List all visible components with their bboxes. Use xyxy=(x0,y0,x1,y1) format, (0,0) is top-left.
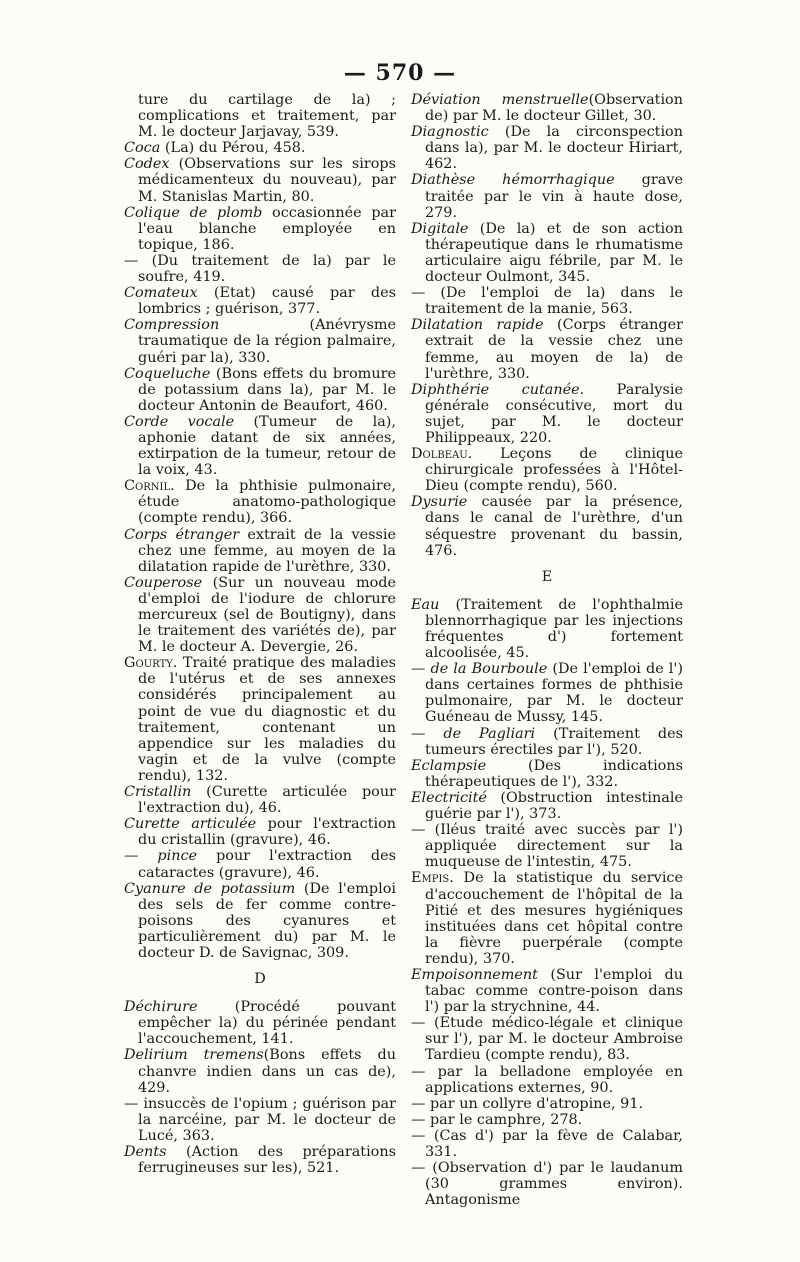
index-entry xyxy=(411,285,683,317)
entry-text: (Bons effets du bromure de potassium dans la), par M. le docteur Antonin de Beaufort, 460. xyxy=(138,365,396,414)
entry-heading: Compression xyxy=(124,317,220,334)
index-entry xyxy=(124,140,396,156)
index-entry xyxy=(411,1112,683,1128)
index-entry xyxy=(411,822,683,870)
entry-text: (De la circonspection dans la), par M. le docteur Hiriart, 462. xyxy=(425,124,683,173)
entry-heading: Cyanure de potassium xyxy=(124,880,296,897)
entry-text: — insuccès de l'opium ; guérison par la narcéine, par M. le docteur de Lucé, 363. xyxy=(124,1095,396,1144)
entry-text: — par le camphre, 278. xyxy=(411,1111,583,1128)
page-number: — 570 — xyxy=(343,60,457,86)
entry-heading: Codex xyxy=(124,156,170,173)
entry-text: (Sur un nouveau mode d'emploi de l'iodure de chlorure mercureux (sel de Boutigny), dans le traitement des variétés de), par M. le docteur A. Devergie, 26. xyxy=(138,574,396,656)
index-entry xyxy=(411,597,683,661)
entry-heading: Couperose xyxy=(124,574,203,591)
index-column-right xyxy=(411,92,683,1208)
entry-heading: Cristallin xyxy=(124,784,192,801)
index-entry xyxy=(124,881,396,961)
entry-text: (Procédé pouvant empêcher la) du périnée pendant l'accouchement, 141. xyxy=(138,999,396,1048)
entry-text: . Paralysie générale consécutive, mort du sujet, par M. le docteur Philippeaux, 220. xyxy=(425,381,683,446)
entry-text: (Bons effets du chanvre indien dans un cas de), 429. xyxy=(138,1047,396,1096)
index-entry xyxy=(124,848,396,880)
index-entry xyxy=(124,784,396,816)
entry-text: ture du cartilage de la) ; complications et traitement, par M. le docteur Jarjavay, 539. xyxy=(138,92,396,141)
entry-heading: Empoisonnement xyxy=(411,966,538,983)
index-entry xyxy=(411,967,683,1015)
index-entry xyxy=(124,253,396,285)
index-entry xyxy=(411,382,683,446)
entry-text: . Traité pratique des maladies de l'utérus et de ses annexes considérés principalement au point de vue du diagnostic et du traitement, contenant un appendice sur les maladies du vagin et de la vulve (compte rendu), 132. xyxy=(138,655,396,784)
entry-text: . Leçons de clinique chirurgicale professées à l'Hôtel-Dieu (compte rendu), 560. xyxy=(425,446,683,495)
entry-text: (Observation de) par M. le docteur Gillet, 30. xyxy=(425,92,683,125)
entry-text: (De l'emploi de l') dans certaines formes de phthisie pulmonaire, par M. le docteur Guéneau de Mussy, 145. xyxy=(425,661,683,726)
entry-heading: Dilatation rapide xyxy=(411,317,544,334)
index-entry xyxy=(411,1015,683,1063)
entry-text: (Anévrysme traumatique de la région palmaire, guéri par la), 330. xyxy=(138,317,396,366)
entry-text: (Corps étranger extrait de la vessie chez une femme, au moyen de la) de l'urèthre, 330. xyxy=(425,317,683,382)
entry-heading: Comateux xyxy=(124,285,198,302)
entry-heading: Curette articulée xyxy=(124,816,257,833)
index-entry xyxy=(124,999,396,1047)
entry-heading: Coca xyxy=(124,140,161,157)
index-entry xyxy=(411,446,683,494)
entry-heading: Delirium tremens xyxy=(124,1047,264,1064)
index-entry xyxy=(411,124,683,172)
index-entry xyxy=(124,1047,396,1095)
index-entry xyxy=(411,661,683,725)
entry-heading: Déviation menstruelle xyxy=(411,92,589,108)
entry-text: — par un collyre d'atropine, 91. xyxy=(411,1095,644,1112)
entry-text: . De la phthisie pulmonaire, étude anatomo-pathologique (compte rendu), 366. xyxy=(138,478,396,527)
entry-text: (De l'emploi des sels de fer comme contre-poisons des cyanures et particulièrement du) par M. le docteur D. de Savignac, 309. xyxy=(138,880,396,961)
index-entry xyxy=(411,790,683,822)
entry-text: — (Etude médico-légale et clinique sur l'), par M. le docteur Ambroise Tardieu (compte rendu), 83. xyxy=(411,1015,683,1064)
entry-text: (Observations sur les sirops médicamenteux du nouveau), par M. Stanislas Martin, 80. xyxy=(138,156,396,205)
entry-text: (Curette articulée pour l'extraction du), 46. xyxy=(138,784,396,817)
index-entry xyxy=(124,205,396,253)
entry-heading: Corde vocale xyxy=(124,413,235,430)
entry-text: (Traitement des tumeurs érectiles par l'), 520. xyxy=(425,725,683,758)
index-entry xyxy=(411,1160,683,1208)
index-entry xyxy=(124,366,396,414)
index-entry xyxy=(124,575,396,655)
entry-heading: Corps étranger xyxy=(124,526,240,543)
entry-text: (Traitement de l'ophthalmie blennorrhagique par les injections fréquentes d') fortement alcoolisée, 45. xyxy=(425,596,683,662)
entry-text: — (Iléus traité avec succès par l') appliquée directement sur la muqueuse de l'intestin, 475. xyxy=(411,822,683,871)
entry-author: Dolbeau xyxy=(411,446,468,463)
index-entry xyxy=(124,816,396,848)
index-column-left xyxy=(124,92,396,1176)
entry-text: — par la belladone employée en applications externes, 90. xyxy=(411,1063,683,1096)
index-entry xyxy=(411,92,683,124)
index-entry xyxy=(411,1128,683,1160)
entry-heading: Eau xyxy=(411,596,440,613)
index-entry xyxy=(124,478,396,526)
index-entry xyxy=(411,317,683,381)
entry-text: (La) du Pérou, 458. xyxy=(160,140,306,157)
index-entry xyxy=(411,1096,683,1112)
entry-heading: Dysurie xyxy=(411,494,468,511)
entry-heading: Déchirure xyxy=(124,999,198,1016)
entry-heading: — pince xyxy=(124,848,198,865)
index-entry xyxy=(124,655,396,784)
entry-heading: Digitale xyxy=(411,220,469,237)
index-entry xyxy=(124,285,396,317)
index-entry xyxy=(411,494,683,558)
entry-text: . De la statistique du service d'accouchement de l'hôpital de la Pitié et des mesures hygiéniques instituées dans cet hôpital contre la fièvre puerpérale (compte rendu), 370. xyxy=(425,870,683,967)
entry-heading: Dents xyxy=(124,1144,167,1160)
section-letter: E xyxy=(541,568,553,585)
index-entry xyxy=(124,317,396,365)
index-entry xyxy=(411,1064,683,1096)
entry-text: (Etat) causé par des lombrics ; guérison, 377. xyxy=(138,285,396,318)
entry-text: (Obstruction intestinale guérie par l'), 373. xyxy=(425,789,683,823)
index-entry xyxy=(124,1144,396,1176)
entry-heading: Diathèse hémorrhagique xyxy=(411,172,615,189)
entry-text: (De la) et de son action thérapeutique dans le rhumatisme articulaire aigu fébrile, par M. le docteur Oulmont, 345. xyxy=(425,220,683,286)
entry-heading: — de la Bourboule xyxy=(411,661,548,678)
entry-text: (Action des préparations ferrugineuses sur les), 521. xyxy=(138,1144,396,1177)
entry-heading: Eclampsie xyxy=(411,757,487,774)
entry-text: (Des indications thérapeutiques de l'), 332. xyxy=(425,757,683,790)
entry-text: causée par la présence, dans le canal de l'urèthre, d'un séquestre provenant du bassin, 476. xyxy=(425,494,683,559)
index-entry xyxy=(411,221,683,285)
entry-heading: Colique de plomb xyxy=(124,204,263,221)
index-entry xyxy=(411,758,683,790)
entry-text: pour l'extraction du cristallin (gravure), 46. xyxy=(138,816,397,849)
entry-author: Cornil xyxy=(124,478,171,495)
index-entry xyxy=(124,156,396,204)
entry-text: (Tumeur de la), aphonie datant de six années, extirpation de la tumeur, retour de la voix, 43. xyxy=(138,413,396,479)
entry-author: Empis xyxy=(411,870,450,887)
index-entry xyxy=(124,527,396,575)
entry-author: Gourty xyxy=(124,655,173,672)
entry-text: (Sur l'emploi du tabac comme contre-poison dans l') par la strychnine, 44. xyxy=(425,966,683,1016)
entry-heading: — de Pagliari xyxy=(411,725,536,742)
entry-text: — (Du traitement de la) par le soufre, 419. xyxy=(124,252,396,286)
index-entry xyxy=(411,726,683,758)
entry-text: — (Observation d') par le laudanum (30 grammes environ). Antagonisme xyxy=(411,1160,683,1209)
entry-heading: Electricité xyxy=(411,789,487,806)
index-entry xyxy=(411,870,683,967)
section-letter: D xyxy=(254,971,266,988)
index-entry xyxy=(124,92,396,140)
entry-text: grave traitée par le vin à haute dose, 279. xyxy=(425,172,683,221)
entry-text: pour l'extraction des cataractes (gravure), 46. xyxy=(138,848,397,881)
entry-text: — (Cas d') par la fève de Calabar, 331. xyxy=(411,1127,683,1160)
entry-text: occasionnée par l'eau blanche employée en topique, 186. xyxy=(138,204,396,253)
entry-text: — (De l'emploi de la) dans le traitement de la manie, 563. xyxy=(411,285,683,318)
index-entry xyxy=(411,172,683,220)
entry-heading: Diphthérie cutanée xyxy=(411,381,580,398)
entry-heading: Diagnostic xyxy=(411,124,489,141)
entry-heading: Coqueluche xyxy=(124,365,211,382)
index-entry xyxy=(124,414,396,478)
index-entry xyxy=(124,1096,396,1144)
entry-text: extrait de la vessie chez une femme, au moyen de la dilatation rapide de l'urèthre, 330. xyxy=(138,526,396,575)
